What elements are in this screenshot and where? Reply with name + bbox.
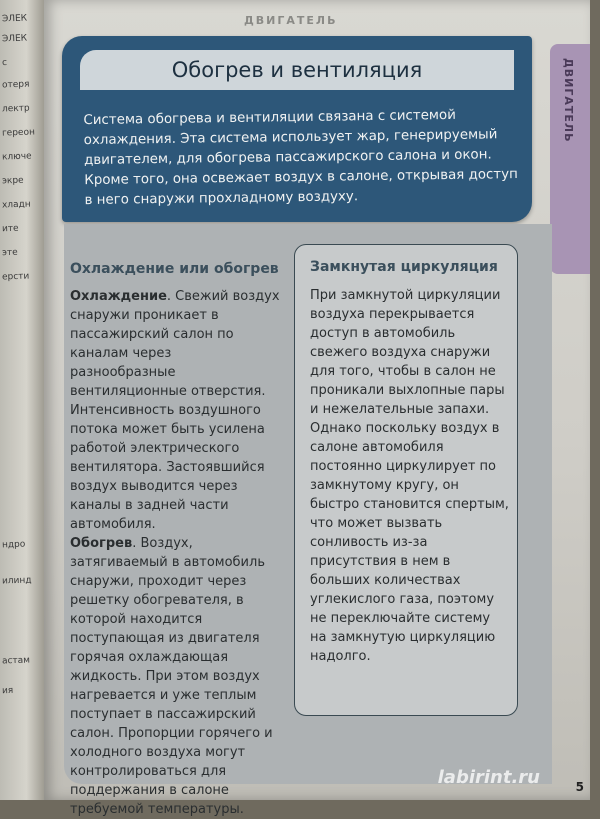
left-page-fragment: ерсти [1,271,30,283]
heating-term: Обогрев [70,536,133,551]
left-page-fragment: астам [1,655,31,667]
heating-text: . Воздух, затягиваемый в автомобиль снаружи, проходит через решетку обогревателя, в которой находится поступающая из двигателя горячая охлаждающая жидкость. При этом воздух нагревается и уже теплым поступает в пассажирский салон. Пропорции горячего и холодного воздуха могут контролироваться для поддержания в салоне требуемой температуры. [70,536,273,817]
topic-title: Обогрев и вентиляция [80,50,514,90]
right-column-heading: Замкнутая циркуляция [310,259,498,275]
left-page-fragment: экре [1,175,24,187]
left-page-fragment: гереон [1,127,36,139]
topic-box [62,36,532,222]
left-page-fragment: хладн [1,199,31,211]
left-column [70,260,280,819]
left-page-fragment: эте [1,247,18,259]
left-page-fragment: ндро [1,539,26,551]
book-page [44,0,590,817]
topic-intro: Система обогрева и вентиляции связана с системой охлаждения. Эта система использует жар, генерируемый двигателем, для обогрева пассажирского салона и окон. Кроме того, она освежает воздух в салоне, открывая доступ в него снаружи прохладному воздуху. [83,107,518,209]
side-tab-label: ДВИГАТЕЛЬ [562,58,575,143]
left-page-fragment: ия [1,685,14,697]
page-number: 5 [575,780,584,794]
left-page-fragment: отеря [1,79,30,91]
running-head: ДВИГАТЕЛЬ [244,14,338,27]
left-page-fragment: илинд [1,575,32,587]
left-page-edge [0,0,44,800]
left-page-fragment: ЭЛЕК [1,33,28,45]
right-column-text: При замкнутой циркуляции воздуха перекрывается доступ в автомобиль свежего воздуха снаружи для того, чтобы в салон не проникали выхлопные пары и нежелательные запахи. Однако поскольку воздух в салоне автомобиля постоянно циркулирует по замкнутому кругу, он быстро становится спертым, что может вызвать сонливость из-за присутствия в нем в больших количествах углекислого газа, поэтому не переключайте систему на замкнутую циркуляцию надолго. [310,288,509,664]
cooling-text: . Свежий воздух снаружи проникает в пассажирский салон по каналам через разнообразные вентиляционные отверстия. Интенсивность воздушного потока может быть усилена работой электрического вентилятора. Застоявшийся воздух выводится через каналы в задней части автомобиля. [70,289,280,532]
watermark-text: labirint.ru [437,767,540,788]
left-page-fragment: ключе [1,151,32,163]
left-page-fragment: лектр [1,103,30,115]
left-column-heading: Охлаждение или обогрев [70,261,279,277]
heating-paragraph [70,534,280,819]
cooling-paragraph [70,287,280,534]
cooling-term: Охлаждение [70,289,167,304]
left-page-fragment: с [1,57,8,69]
left-page-fragment: ЭЛЕК [1,13,28,25]
left-page-fragment: ите [1,223,19,235]
right-column [310,258,510,666]
chapter-side-tab [550,44,590,274]
